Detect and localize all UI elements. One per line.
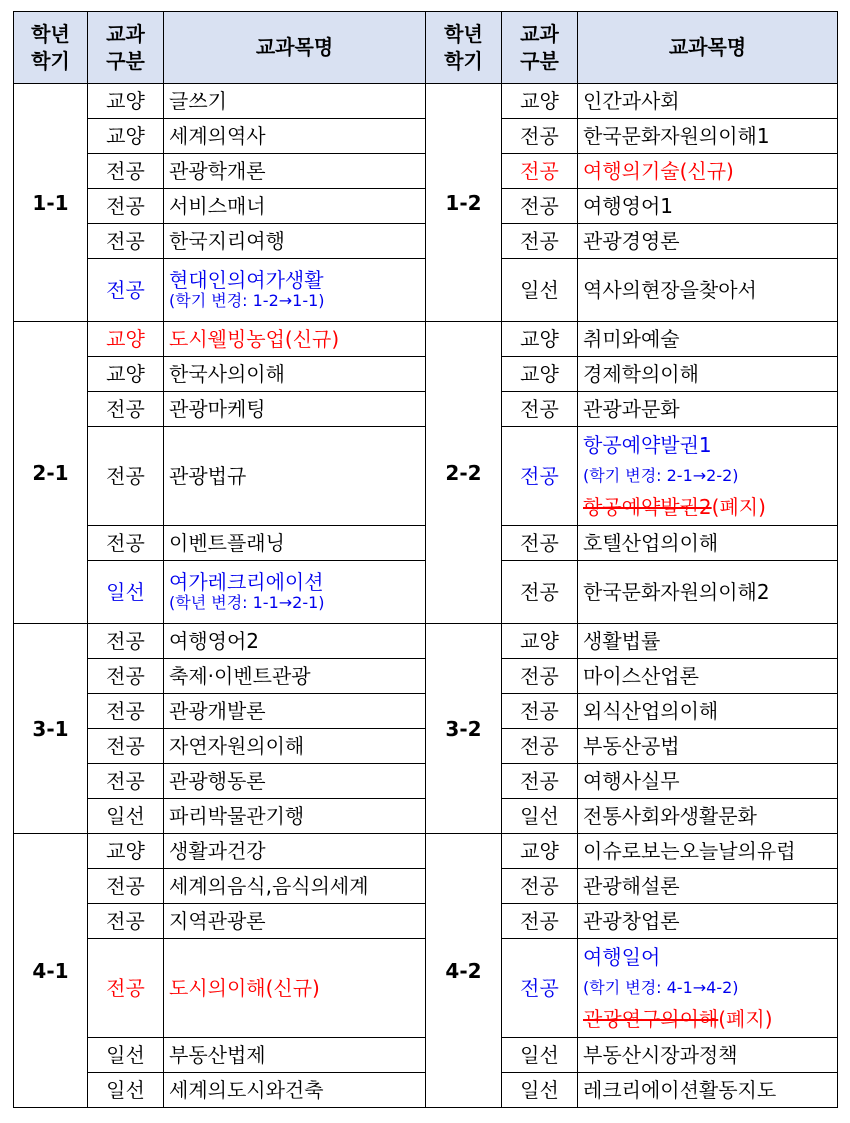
category-cell: 전공	[88, 224, 164, 259]
course-name: 여행영어1	[578, 189, 838, 224]
course-name: 취미와예술	[578, 322, 838, 357]
category-cell: 전공	[88, 729, 164, 764]
table-row	[14, 84, 838, 119]
course-name: 생활법률	[578, 624, 838, 659]
course-name-changed: 여가레크리에이션 (학년 변경: 1-1→2-1)	[164, 561, 426, 624]
change-note: (학기 변경: 4-1→4-2)	[583, 978, 739, 997]
course-name: 이벤트플래닝	[164, 526, 426, 561]
category-cell: 전공	[88, 392, 164, 427]
category-cell: 전공	[502, 869, 578, 904]
course-name: 자연자원의이해	[164, 729, 426, 764]
course-name: 전통사회와생활문화	[578, 799, 838, 834]
category-cell: 일선	[502, 1038, 578, 1073]
course-name: 관광과문화	[578, 392, 838, 427]
course-name: 관광경영론	[578, 224, 838, 259]
category-cell: 전공	[88, 624, 164, 659]
course-name: 지역관광론	[164, 904, 426, 939]
course-name-new: 여행의기술(신규)	[578, 154, 838, 189]
course-name: 인간과사회	[578, 84, 838, 119]
category-cell: 전공	[88, 526, 164, 561]
course-name: 관광창업론	[578, 904, 838, 939]
course-name: 글쓰기	[164, 84, 426, 119]
category-cell: 일선	[502, 259, 578, 322]
category-cell-new: 전공	[88, 939, 164, 1038]
course-name: 관광행동론	[164, 764, 426, 799]
header-category-right: 교과 구분	[502, 12, 578, 84]
category-cell: 교양	[502, 357, 578, 392]
course-name: 세계의음식,음식의세계	[164, 869, 426, 904]
course-name: 한국사의이해	[164, 357, 426, 392]
semester-label: 2-1	[14, 322, 88, 624]
course-name: 여행영어2	[164, 624, 426, 659]
course-name: 부동산법제	[164, 1038, 426, 1073]
course-name: 관광마케팅	[164, 392, 426, 427]
course-name-changed: 항공예약발권1 (학기 변경: 2-1→2-2) 항공예약발권2(폐지)	[578, 427, 838, 526]
course-name: 외식산업의이해	[578, 694, 838, 729]
course-name: 한국문화자원의이해2	[578, 561, 838, 624]
course-name: 관광개발론	[164, 694, 426, 729]
table-row	[14, 834, 838, 869]
course-name: 한국지리여행	[164, 224, 426, 259]
category-cell: 전공	[502, 526, 578, 561]
course-name: 한국문화자원의이해1	[578, 119, 838, 154]
curriculum-table	[13, 11, 838, 1108]
category-cell: 전공	[502, 392, 578, 427]
category-cell: 일선	[502, 799, 578, 834]
category-cell: 교양	[88, 357, 164, 392]
category-cell: 전공	[502, 904, 578, 939]
category-cell: 전공	[88, 154, 164, 189]
category-cell: 일선	[88, 799, 164, 834]
header-subject-left: 교과목명	[164, 12, 426, 84]
change-note: (학년 변경: 1-1→2-1)	[169, 593, 325, 612]
category-cell: 전공	[88, 904, 164, 939]
category-cell-changed: 전공	[502, 427, 578, 526]
category-cell: 전공	[502, 119, 578, 154]
category-cell: 전공	[502, 764, 578, 799]
course-name-changed: 여행일어 (학기 변경: 4-1→4-2) 관광연구의이해(폐지)	[578, 939, 838, 1038]
category-cell-changed: 전공	[502, 939, 578, 1038]
category-cell: 전공	[88, 189, 164, 224]
category-cell: 교양	[502, 624, 578, 659]
course-name-new: 도시의이해(신규)	[164, 939, 426, 1038]
category-cell: 교양	[502, 322, 578, 357]
category-cell: 전공	[502, 729, 578, 764]
course-name-changed: 현대인의여가생활 (학기 변경: 1-2→1-1)	[164, 259, 426, 322]
course-name: 세계의도시와건축	[164, 1073, 426, 1108]
course-name: 축제·이벤트관광	[164, 659, 426, 694]
category-cell: 전공	[502, 189, 578, 224]
header-semester-left: 학년 학기	[14, 12, 88, 84]
category-cell: 전공	[88, 694, 164, 729]
category-cell-new: 교양	[88, 322, 164, 357]
course-name: 관광학개론	[164, 154, 426, 189]
category-cell: 교양	[502, 84, 578, 119]
course-name: 마이스산업론	[578, 659, 838, 694]
course-name: 레크리에이션활동지도	[578, 1073, 838, 1108]
category-cell: 교양	[88, 84, 164, 119]
course-name: 서비스매너	[164, 189, 426, 224]
category-cell-new: 전공	[502, 154, 578, 189]
category-cell: 전공	[88, 764, 164, 799]
table-row	[14, 624, 838, 659]
course-name-new: 도시웰빙농업(신규)	[164, 322, 426, 357]
category-cell: 전공	[502, 694, 578, 729]
semester-label: 3-2	[426, 624, 502, 834]
change-note: (학기 변경: 1-2→1-1)	[169, 291, 325, 310]
category-cell: 전공	[502, 561, 578, 624]
course-name: 관광법규	[164, 427, 426, 526]
category-cell-changed: 일선	[88, 561, 164, 624]
header-row	[14, 12, 838, 84]
semester-label: 1-2	[426, 84, 502, 322]
removed-course: 관광연구의이해(폐지)	[583, 1007, 773, 1031]
semester-label: 2-2	[426, 322, 502, 624]
category-cell: 교양	[88, 119, 164, 154]
change-note: (학기 변경: 2-1→2-2)	[583, 466, 739, 485]
category-cell: 전공	[88, 869, 164, 904]
removed-course: 항공예약발권2(폐지)	[583, 495, 766, 519]
course-name: 부동산공법	[578, 729, 838, 764]
header-subject-right: 교과목명	[578, 12, 838, 84]
category-cell: 일선	[88, 1038, 164, 1073]
category-cell: 교양	[502, 834, 578, 869]
category-cell: 전공	[502, 659, 578, 694]
course-name: 세계의역사	[164, 119, 426, 154]
category-cell: 일선	[502, 1073, 578, 1108]
course-name: 경제학의이해	[578, 357, 838, 392]
category-cell: 전공	[88, 427, 164, 526]
course-name: 파리박물관기행	[164, 799, 426, 834]
semester-label: 1-1	[14, 84, 88, 322]
category-cell-changed: 전공	[88, 259, 164, 322]
course-name: 호텔산업의이해	[578, 526, 838, 561]
semester-label: 4-2	[426, 834, 502, 1108]
course-name: 생활과건강	[164, 834, 426, 869]
course-name: 부동산시장과정책	[578, 1038, 838, 1073]
course-name: 관광해설론	[578, 869, 838, 904]
table-row	[14, 322, 838, 357]
header-category-left: 교과 구분	[88, 12, 164, 84]
category-cell: 교양	[88, 834, 164, 869]
category-cell: 전공	[88, 659, 164, 694]
category-cell: 일선	[88, 1073, 164, 1108]
semester-label: 3-1	[14, 624, 88, 834]
course-name: 이슈로보는오늘날의유럽	[578, 834, 838, 869]
course-name: 역사의현장을찾아서	[578, 259, 838, 322]
semester-label: 4-1	[14, 834, 88, 1108]
header-semester-right: 학년 학기	[426, 12, 502, 84]
course-name: 여행사실무	[578, 764, 838, 799]
category-cell: 전공	[502, 224, 578, 259]
